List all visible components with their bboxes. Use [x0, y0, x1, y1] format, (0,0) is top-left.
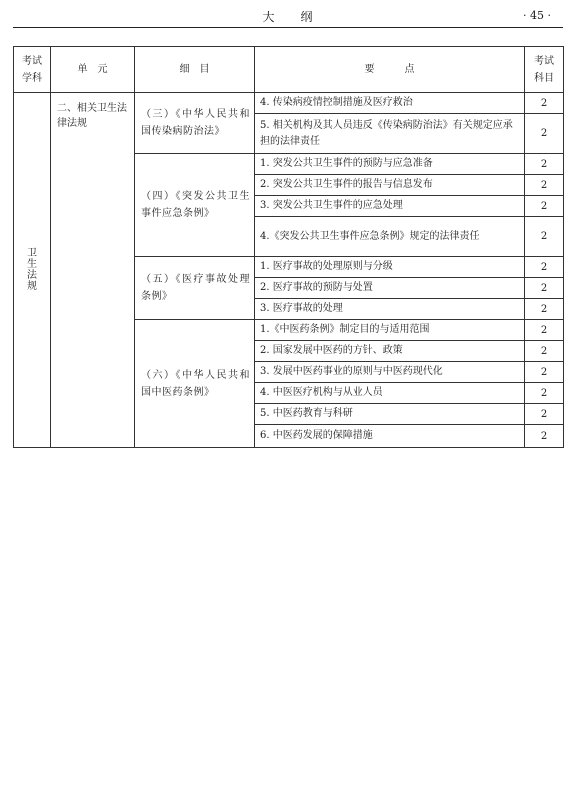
point-cell: 6. 中医药发展的保障措施: [255, 425, 525, 448]
point-cell: 2. 国家发展中医药的方针、政策: [255, 341, 525, 362]
exam-subject-cell: 2: [525, 278, 564, 299]
point-cell: 4. 中医医疗机构与从业人员: [255, 383, 525, 404]
detail-cell: （五）《医疗事故处理条例》: [135, 257, 255, 320]
header-exam-subject-area: 考试学科: [14, 47, 51, 93]
exam-subject-cell: 2: [525, 217, 564, 257]
point-cell: 1. 医疗事故的处理原则与分级: [255, 257, 525, 278]
unit-cell: 二、相关卫生法律法规: [51, 93, 135, 448]
header-points: 要 点: [255, 47, 525, 93]
exam-subject-cell: 2: [525, 425, 564, 448]
exam-subject-cell: 2: [525, 404, 564, 425]
point-cell: 3. 突发公共卫生事件的应急处理: [255, 196, 525, 217]
detail-cell: （三）《中华人民共和国传染病防治法》: [135, 93, 255, 154]
exam-subject-cell: 2: [525, 383, 564, 404]
exam-subject-cell: 2: [525, 114, 564, 154]
point-cell: 3. 发展中医药事业的原则与中医药现代化: [255, 362, 525, 383]
point-cell: 3. 医疗事故的处理: [255, 299, 525, 320]
exam-subject-cell: 2: [525, 196, 564, 217]
header-exam-subject: 考试科目: [525, 47, 564, 93]
page-number: · 45 ·: [523, 9, 551, 22]
exam-subject-cell: 2: [525, 362, 564, 383]
table-header-row: [14, 47, 564, 93]
exam-subject-cell: 2: [525, 341, 564, 362]
exam-subject-cell: 2: [525, 93, 564, 114]
page-header-title: 大纲: [262, 10, 339, 24]
point-cell: 5. 中医药教育与科研: [255, 404, 525, 425]
header-rule: [13, 27, 563, 28]
exam-subject-cell: 2: [525, 154, 564, 175]
point-cell: 1.《中医药条例》制定目的与适用范围: [255, 320, 525, 341]
exam-subject-cell: 2: [525, 299, 564, 320]
point-cell: 4. 传染病疫情控制措施及医疗救治: [255, 93, 525, 114]
table-row: [14, 93, 564, 114]
detail-cell: （四）《突发公共卫生事件应急条例》: [135, 154, 255, 257]
exam-subject-cell: 2: [525, 175, 564, 196]
point-cell: 2. 医疗事故的预防与处置: [255, 278, 525, 299]
header-unit: 单 元: [51, 47, 135, 93]
detail-cell: （六）《中华人民共和国中医药条例》: [135, 320, 255, 448]
header-detail: 细 目: [135, 47, 255, 93]
subject-cell: 卫生法规: [14, 93, 51, 448]
point-cell: 4.《突发公共卫生事件应急条例》规定的法律责任: [255, 217, 525, 257]
point-cell: 5. 相关机构及其人员违反《传染病防治法》有关规定应承担的法律责任: [255, 114, 525, 154]
syllabus-table: [13, 46, 564, 448]
point-cell: 2. 突发公共卫生事件的报告与信息发布: [255, 175, 525, 196]
point-cell: 1. 突发公共卫生事件的预防与应急准备: [255, 154, 525, 175]
exam-subject-cell: 2: [525, 320, 564, 341]
exam-subject-cell: 2: [525, 257, 564, 278]
